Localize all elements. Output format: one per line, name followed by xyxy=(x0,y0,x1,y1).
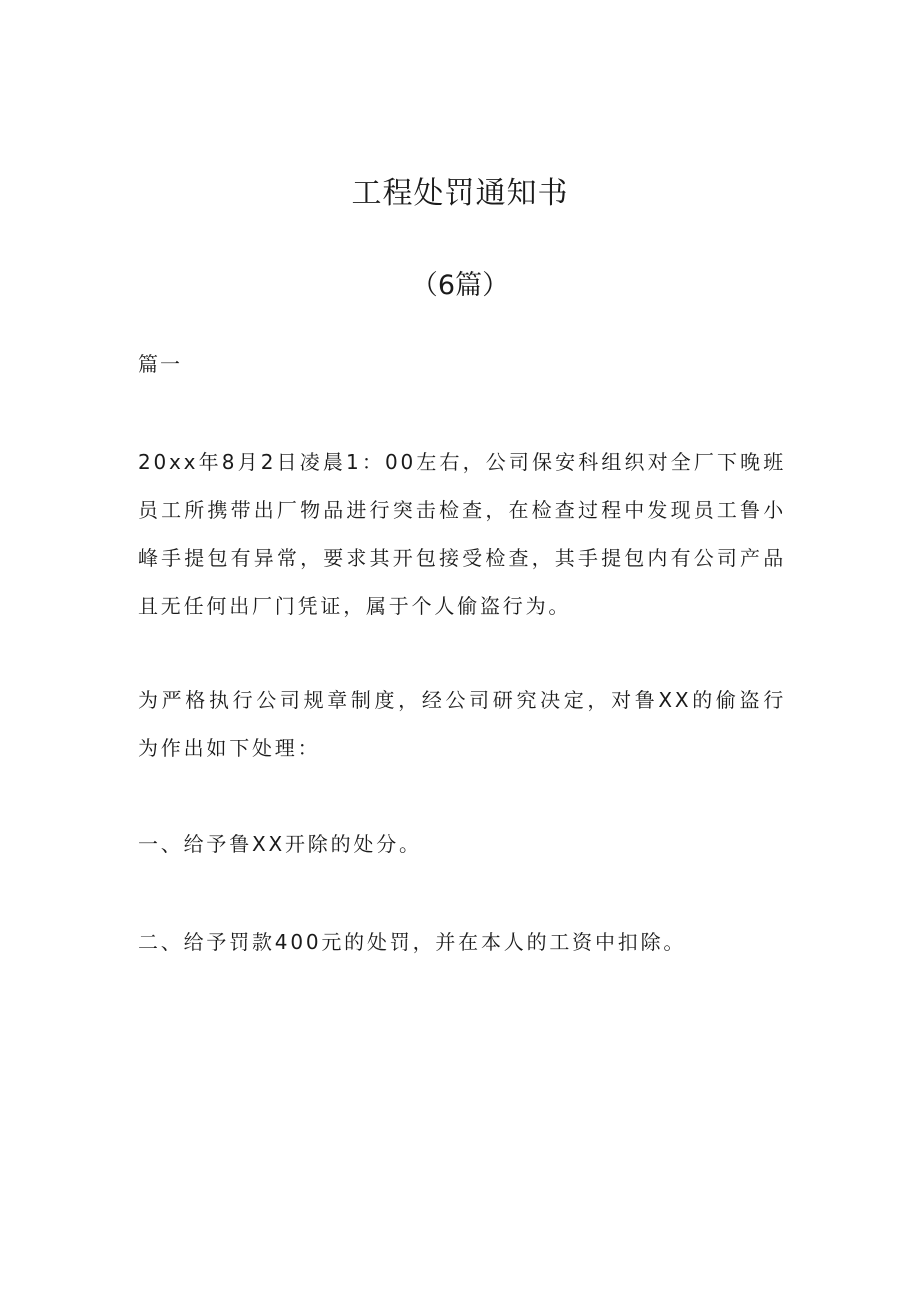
section-label: 篇一 xyxy=(138,352,182,376)
document-title: 工程处罚通知书 xyxy=(351,176,569,211)
document-subtitle: （6篇） xyxy=(410,270,510,301)
paragraph-penalty-two: 二、给予罚款400元的处罚，并在本人的工资中扣除。 xyxy=(138,930,687,954)
paragraph-decision: 为严格执行公司规章制度，经公司研究决定，对鲁XX的偷盗行为作出如下处理： xyxy=(138,688,786,760)
paragraph-penalty-one: 一、给予鲁XX开除的处分。 xyxy=(138,832,422,856)
paragraph-incident: 20xx年8月2日凌晨1：00左右，公司保安科组织对全厂下晚班员工所携带出厂物品进行突击检查，在检查过程中发现员工鲁小峰手提包有异常，要求其开包接受检查，其手提包内有公司产品且无任何出厂门凭证，属于个人偷盗行为。 xyxy=(138,450,786,618)
